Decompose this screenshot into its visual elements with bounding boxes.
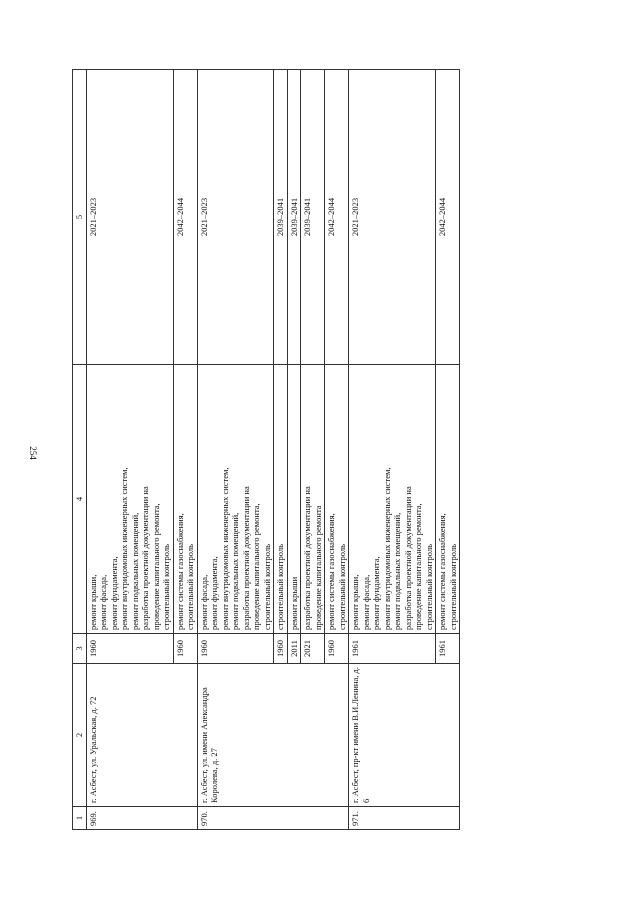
- work-item: строительный контроль: [161, 543, 171, 630]
- work-item: строительный контроль: [261, 543, 272, 630]
- year-cell: 1960: [173, 634, 197, 664]
- period-cell: 2039–2041: [301, 70, 325, 365]
- work-item: ремонт фундамента,: [209, 556, 219, 630]
- repair-schedule-table: [72, 69, 460, 830]
- header-cell: 3: [73, 634, 87, 664]
- works-cell: [86, 365, 173, 634]
- year-cell: 2011: [287, 634, 301, 664]
- work-item: разработка проектной документации на: [402, 486, 413, 630]
- header-cell: 1: [73, 807, 87, 830]
- work-item: разработка проектной документации на: [302, 486, 312, 630]
- work-item: строительный контроль: [336, 543, 347, 630]
- table-body: [73, 70, 460, 830]
- work-item: ремонт подвальных помещений,: [230, 512, 240, 630]
- header-cell: 5: [73, 70, 87, 365]
- rotated-table-container: [72, 70, 506, 830]
- work-item: строительный контроль: [423, 543, 434, 630]
- work-item: ремонт подвальных помещений,: [392, 512, 402, 630]
- period-cell: 2021–2023: [86, 70, 173, 365]
- work-item: строительный контроль: [275, 543, 285, 630]
- period-cell: 2042–2044: [173, 70, 197, 365]
- works-cell: [301, 365, 325, 634]
- entry-number-cell: 971.: [349, 807, 460, 830]
- work-item: проведение капитального ремонта,: [251, 503, 261, 630]
- year-cell: 2021: [301, 634, 325, 664]
- year-cell: 1961: [349, 634, 436, 664]
- work-item: ремонт крыши: [288, 576, 299, 630]
- work-item: ремонт фундамента,: [108, 556, 119, 630]
- work-item: ремонт системы газоснабжения,: [437, 513, 447, 630]
- entry-number-cell: 970.: [197, 807, 349, 830]
- period-cell: 2039–2041: [287, 70, 301, 365]
- work-item: ремонт крыши,: [87, 574, 98, 630]
- address-cell: г. Асбест, ул. Уральская, д. 72: [86, 664, 197, 807]
- table-row: [86, 70, 173, 830]
- work-item: проведение капитального ремонта: [312, 505, 323, 630]
- work-item: ремонт фасада,: [198, 574, 209, 630]
- works-cell: [349, 365, 436, 634]
- work-item: ремонт системы газоснабжения,: [326, 513, 336, 630]
- works-cell: [287, 365, 301, 634]
- header-cell: 4: [73, 365, 87, 634]
- header-cell: 2: [73, 664, 87, 807]
- work-item: ремонт внутридомовых инженерных систем,: [219, 467, 230, 630]
- works-cell: [197, 365, 274, 634]
- year-cell: 1961: [436, 634, 460, 664]
- entry-number-cell: 969.: [86, 807, 197, 830]
- period-cell: 2021–2023: [349, 70, 436, 365]
- year-cell: 1960: [86, 634, 173, 664]
- work-item: ремонт фасада,: [360, 574, 371, 630]
- work-item: проведение капитального ремонта,: [413, 503, 423, 630]
- address-cell: г. Асбест, пр-кт имени В.И.Ленина, д. 6: [349, 664, 460, 807]
- work-item: ремонт крыши,: [350, 574, 360, 630]
- header-row: [73, 70, 87, 830]
- work-item: ремонт внутридомовых инженерных систем,: [119, 467, 129, 630]
- period-cell: 2021–2023: [197, 70, 274, 365]
- works-cell: [274, 365, 288, 634]
- work-item: ремонт подвальных помещений,: [129, 512, 140, 630]
- work-item: ремонт фасада,: [98, 574, 108, 630]
- table-row: [349, 70, 436, 830]
- works-cell: [436, 365, 460, 634]
- page-number: 254: [28, 446, 38, 460]
- work-item: строительный контроль: [185, 543, 195, 630]
- work-item: разработка проектной документации на: [140, 486, 150, 630]
- period-cell: 2042–2044: [325, 70, 349, 365]
- work-item: ремонт внутридомовых инженерных систем,: [381, 467, 392, 630]
- year-cell: 1960: [325, 634, 349, 664]
- work-item: ремонт системы газоснабжения,: [174, 513, 185, 630]
- work-item: разработка проектной документации на: [240, 486, 251, 630]
- address-cell: г. Асбест, ул. имени Александра Королева, д. 27: [197, 664, 349, 807]
- period-cell: 2039–2041: [274, 70, 288, 365]
- work-item: ремонт фундамента,: [371, 556, 381, 630]
- table-row: [197, 70, 274, 830]
- works-cell: [173, 365, 197, 634]
- work-item: проведение капитального ремонта,: [150, 503, 161, 630]
- year-cell: 1960: [274, 634, 288, 664]
- work-item: строительный контроль: [447, 543, 458, 630]
- works-cell: [325, 365, 349, 634]
- year-cell: 1960: [197, 634, 274, 664]
- period-cell: 2042–2044: [436, 70, 460, 365]
